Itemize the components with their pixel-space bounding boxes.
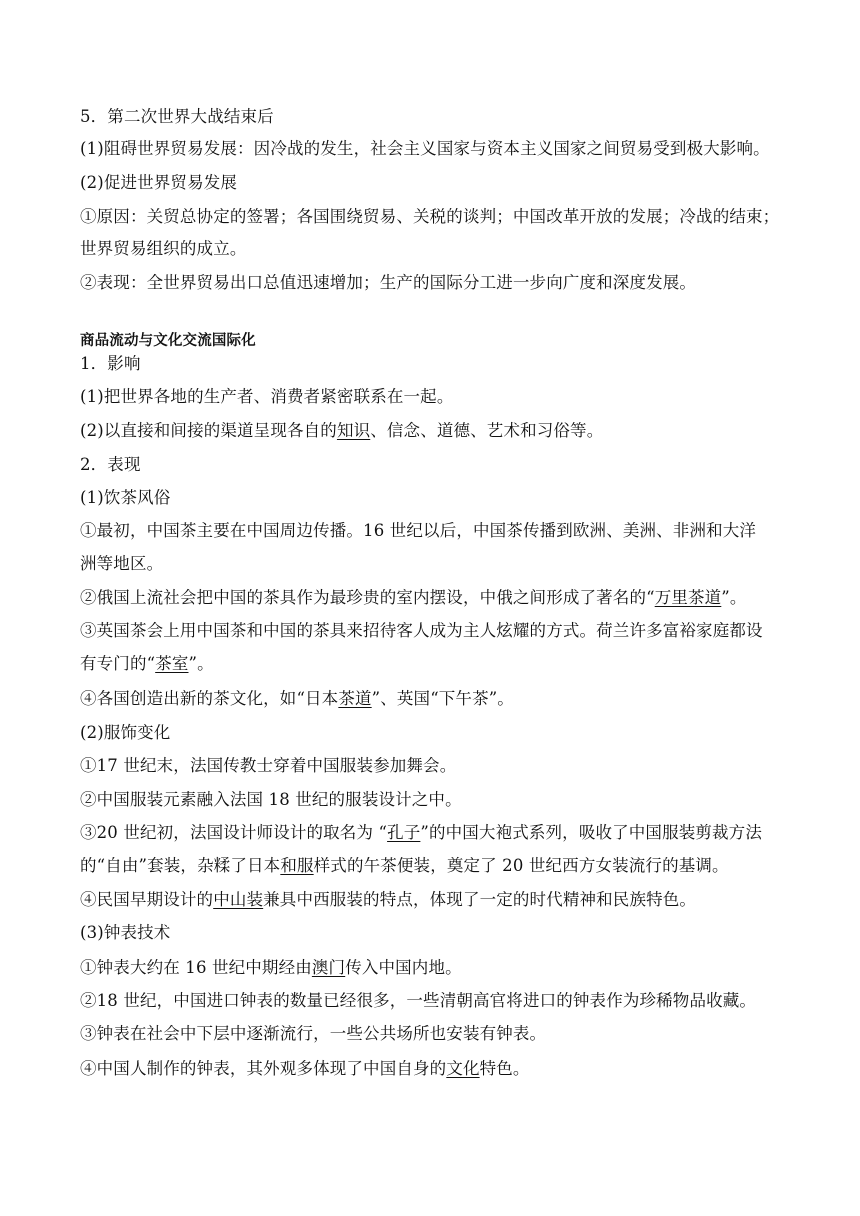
underlined-term: 澳门 <box>311 958 346 977</box>
underlined-term: 万里茶道 <box>654 588 722 607</box>
paragraph-reasons-line1: ①原因：关贸总协定的签署；各国围绕贸易、关税的谈判；中国改革开放的发展；冷战的结束； <box>80 207 780 226</box>
section-heading-culture: 商品流动与文化交流国际化 <box>80 333 256 349</box>
underlined-term: 孔子 <box>387 823 421 842</box>
clothing-item-2: ②中国服装元素融入法国 18 世纪的服装设计之中。 <box>80 790 462 809</box>
clothing-item-4: ④民国早期设计的中山装兼具中西服装的特点，体现了一定的时代精神和民族特色。 <box>80 890 697 909</box>
tea-item-3-line2: 有专门的“茶室”。 <box>80 654 214 673</box>
tea-item-3-line1: ③英国茶会上用中国茶和中国的茶具来招待客人成为主人炫耀的方式。荷兰许多富裕家庭都设 <box>80 621 763 640</box>
clothing-title: (2)服饰变化 <box>80 723 171 742</box>
tea-item-1-line2: 洲等地区。 <box>80 554 164 573</box>
underlined-term: 茶室 <box>155 654 189 673</box>
impact-item-1: (1)把世界各地的生产者、消费者紧密联系在一起。 <box>80 387 454 406</box>
paragraph-promote-trade: (2)促进世界贸易发展 <box>80 173 238 192</box>
underlined-term: 文化 <box>446 1059 480 1078</box>
clock-item-2: ②18 世纪，中国进口钟表的数量已经很多，一些清朝高官将进口的钟表作为珍稀物品收藏。 <box>80 991 757 1010</box>
underlined-term: 和服 <box>280 856 314 875</box>
impact-item-2: (2)以直接和间接的渠道呈现各自的知识、信念、道德、艺术和习俗等。 <box>80 421 604 440</box>
underlined-term: 知识 <box>336 421 371 440</box>
paragraph-hinder-trade: (1)阻碍世界贸易发展：因冷战的发生，社会主义国家与资本主义国家之间贸易受到极大影响。 <box>80 139 770 158</box>
tea-item-4: ④各国创造出新的茶文化，如“日本茶道”、英国“下午茶”。 <box>80 689 514 708</box>
tea-item-1-line1: ①最初，中国茶主要在中国周边传播。16 世纪以后，中国茶传播到欧洲、美洲、非洲和大洋 <box>80 521 757 540</box>
underlined-term: 中山装 <box>213 890 264 909</box>
clothing-item-3-line1: ③20 世纪初，法国设计师设计的取名为 “孔子”的中国大袍式系列，吸收了中国服装剪裁方法 <box>80 823 762 842</box>
tea-custom-title: (1)饮茶风俗 <box>80 488 171 507</box>
subsection-impact-title: 1．影响 <box>80 354 141 373</box>
clock-item-4: ④中国人制作的钟表，其外观多体现了中国自身的文化特色。 <box>80 1059 530 1078</box>
clock-item-3: ③钟表在社会中下层中逐渐流行，一些公共场所也安装有钟表。 <box>80 1024 547 1043</box>
clothing-item-3-line2: 的“自由”套装，杂糅了日本和服样式的午茶便装，奠定了 20 世纪西方女装流行的基调。 <box>80 856 729 875</box>
clothing-item-1: ①17 世纪末，法国传教士穿着中国服装参加舞会。 <box>80 756 457 775</box>
subsection-manifestation-title: 2．表现 <box>80 455 141 474</box>
underlined-term: 茶道 <box>338 689 372 708</box>
clock-title: (3)钟表技术 <box>80 923 171 942</box>
clock-item-1: ①钟表大约在 16 世纪中期经由澳门传入中国内地。 <box>80 958 462 977</box>
section-5-title: 5．第二次世界大战结束后 <box>80 107 274 126</box>
paragraph-reasons-line2: 世界贸易组织的成立。 <box>80 239 247 258</box>
paragraph-manifestation: ②表现：全世界贸易出口总值迅速增加；生产的国际分工进一步向广度和深度发展。 <box>80 273 697 292</box>
tea-item-2: ②俄国上流社会把中国的茶具作为最珍贵的室内摆设，中俄之间形成了著名的“万里茶道”。 <box>80 588 747 607</box>
